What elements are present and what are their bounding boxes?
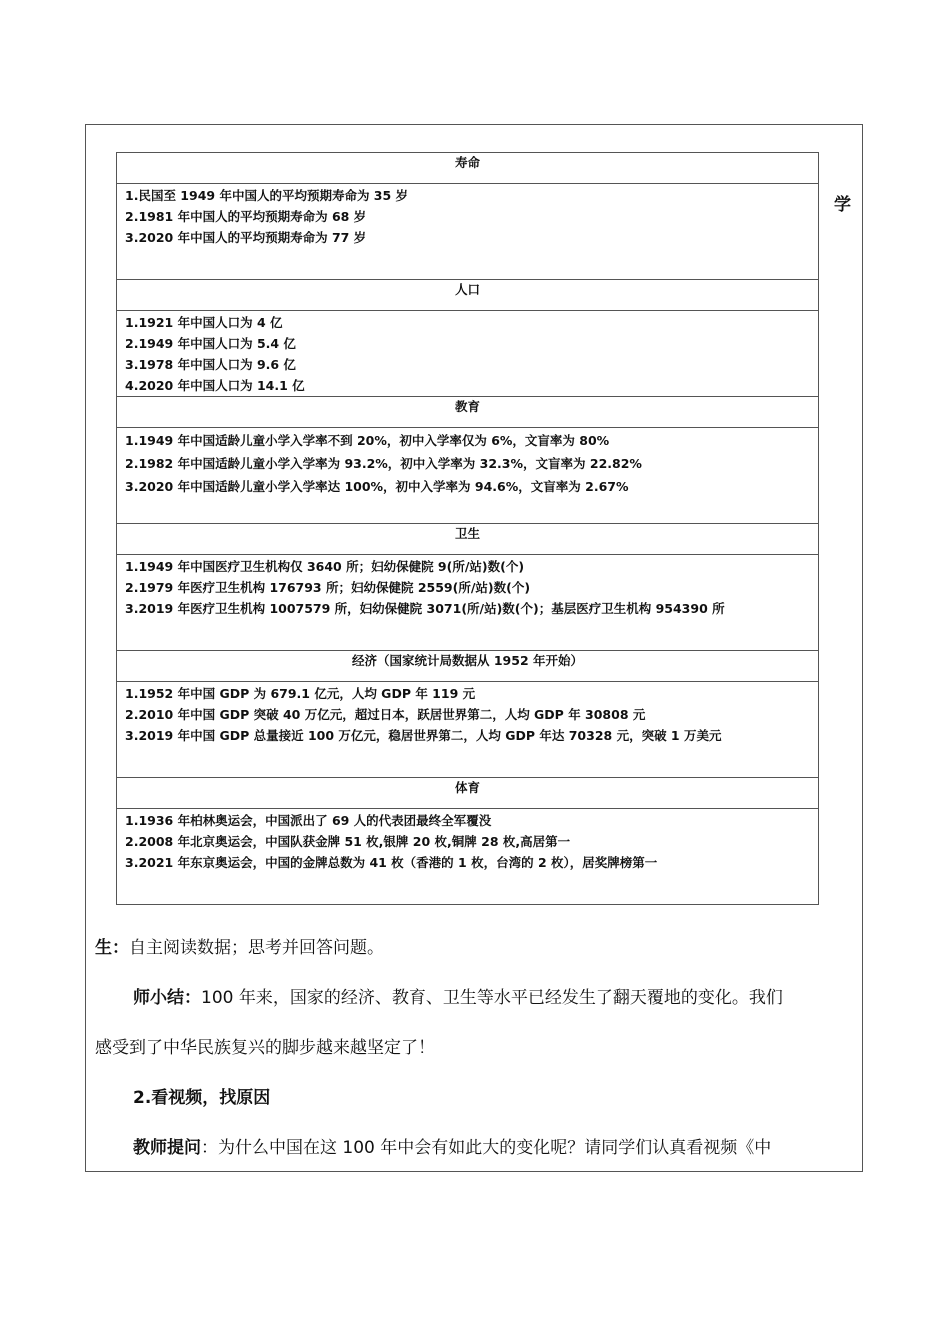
list-item: 4.2020 年中国人口为 14.1 亿 — [125, 378, 305, 393]
list-item: 2.2008 年北京奥运会，中国队获金牌 51 枚,银牌 20 枚,铜牌 28 枚,高居第一 — [125, 834, 571, 849]
teacher-summary — [133, 987, 783, 1009]
list-item: 1.1936 年柏林奥运会，中国派出了 69 人的代表团最终全军覆没 — [125, 813, 492, 828]
question-text: ：为什么中国在这 100 年中会有如此大的变化呢？请同学们认真看视频《中 — [201, 1138, 772, 1158]
section-body-education — [117, 428, 818, 524]
question-label: 教师提问 — [133, 1138, 201, 1158]
list-item: 3.2020 年中国人的平均预期寿命为 77 岁 — [125, 230, 367, 245]
student-activity — [95, 937, 384, 959]
list-item: 3.2019 年中国 GDP 总量接近 100 万亿元，稳居世界第二，人均 GDP 年达 70328 元，突破 1 万美元 — [125, 728, 722, 743]
list-item: 2.1982 年中国适龄儿童小学入学率为 93.2%，初中入学率为 32.3%，文盲率为 22.82% — [125, 456, 642, 471]
section-header-population: 人口 — [117, 280, 818, 311]
section-body-health — [117, 555, 818, 651]
student-text: 自主阅读数据；思考并回答问题。 — [129, 938, 384, 958]
teacher-question — [133, 1137, 771, 1159]
list-item: 2.1949 年中国人口为 5.4 亿 — [125, 336, 296, 351]
list-item: 2.1979 年医疗卫生机构 176793 所；妇幼保健院 2559(所/站)数(个) — [125, 580, 531, 595]
list-item: 1.1952 年中国 GDP 为 679.1 亿元，人均 GDP 年 119 元 — [125, 686, 476, 701]
student-label: 生： — [95, 938, 129, 958]
section-body-economy — [117, 682, 818, 778]
section-header-economy: 经济（国家统计局数据从 1952 年开始） — [117, 651, 818, 682]
list-item: 1.民国至 1949 年中国人的平均预期寿命为 35 岁 — [125, 188, 409, 203]
summary-label: 师小结： — [133, 988, 201, 1008]
section-header-health: 卫生 — [117, 524, 818, 555]
section-header-education: 教育 — [117, 397, 818, 428]
list-item: 1.1921 年中国人口为 4 亿 — [125, 315, 283, 330]
list-item: 2.1981 年中国人的平均预期寿命为 68 岁 — [125, 209, 367, 224]
data-table — [116, 152, 819, 905]
list-item: 2.2010 年中国 GDP 突破 40 万亿元，超过日本，跃居世界第二，人均 GDP 年 30808 元 — [125, 707, 646, 722]
section-body-population — [117, 311, 818, 397]
section-heading-2: 2.看视频，找原因 — [133, 1088, 271, 1108]
list-item: 3.1978 年中国人口为 9.6 亿 — [125, 357, 296, 372]
side-character: 学 — [834, 195, 851, 215]
list-item: 3.2019 年医疗卫生机构 1007579 所，妇幼保健院 3071(所/站)数(个)；基层医疗卫生机构 954390 所 — [125, 601, 725, 616]
section-body-sports — [117, 809, 818, 904]
list-item: 1.1949 年中国医疗卫生机构仅 3640 所；妇幼保健院 9(所/站)数(个) — [125, 559, 525, 574]
summary-text-1: 100 年来，国家的经济、教育、卫生等水平已经发生了翻天覆地的变化。我们 — [201, 988, 783, 1008]
section-header-sports: 体育 — [117, 778, 818, 809]
section-body-lifespan — [117, 184, 818, 280]
section-header-lifespan: 寿命 — [117, 153, 818, 184]
list-item: 3.2021 年东京奥运会，中国的金牌总数为 41 枚（香港的 1 枚，台湾的 2 枚），居奖牌榜第一 — [125, 855, 658, 870]
summary-text-2: 感受到了中华民族复兴的脚步越来越坚定了！ — [95, 1038, 435, 1058]
list-item: 3.2020 年中国适龄儿童小学入学率达 100%，初中入学率为 94.6%，文盲率为 2.67% — [125, 479, 629, 494]
list-item: 1.1949 年中国适龄儿童小学入学率不到 20%，初中入学率仅为 6%，文盲率为 80% — [125, 433, 610, 448]
